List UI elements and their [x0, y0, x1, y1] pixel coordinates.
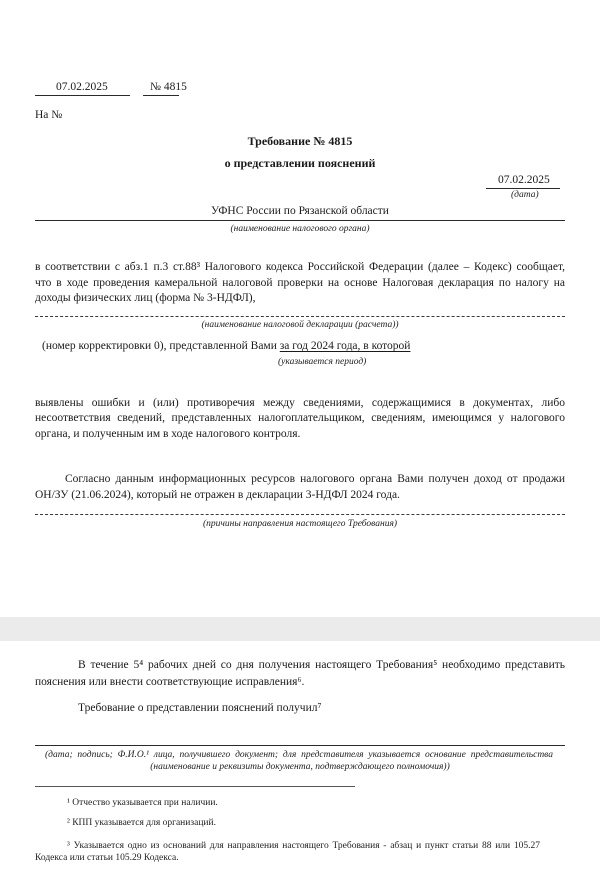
reason-line-1: Согласно данным информационных ресурсов налогового органа Вами получен доход от продажи: [65, 473, 565, 485]
signature-label-line-1: (дата; подпись; Ф.И.О.¹ лица, получившего документ; для представителя указывается основание представительства: [45, 750, 553, 760]
declaration-label: (наименование налоговой декларации (расчета)): [201, 320, 399, 330]
header-date-underline: [35, 95, 130, 96]
header-number-underline: [143, 95, 179, 96]
tax-authority-underline: [35, 220, 565, 221]
reply-to-number: На №: [35, 109, 63, 121]
period-prefix: (номер корректировки 0), представленной Вами: [42, 340, 277, 352]
footnote-separator: [35, 786, 355, 787]
signature-label-line-2: (наименование и реквизиты документа, подтверждающего полномочия)): [150, 762, 450, 772]
header-date: 07.02.2025: [56, 81, 108, 93]
reason-label: (причины направления настоящего Требования): [202, 519, 398, 529]
tax-authority-label: (наименование налогового органа): [230, 224, 370, 234]
document-date-label: (дата): [511, 190, 539, 200]
period-line: [42, 340, 410, 353]
findings-line-2: несоответствия сведений, представленных налогоплательщиком, сведениям, имеющимся у налогового: [35, 412, 565, 424]
deadline-line-1: В течение 5⁴ рабочих дней со дня получения настоящего Требования⁵ необходимо представить: [78, 659, 565, 671]
declaration-line-2: что в ходе проведения камеральной налоговой проверки на основе Налоговая декларация по налогу на: [35, 277, 565, 289]
period-label: (указывается период): [278, 357, 367, 367]
receipt-text: Требование о представлении пояснений получил⁷: [78, 702, 322, 714]
reason-dashed-line: [35, 514, 565, 515]
document-date: 07.02.2025: [498, 174, 550, 186]
findings-line-3: органа, и полученным им в ходе налогового контроля.: [35, 428, 301, 440]
document-title: Требование № 4815: [247, 134, 353, 148]
reason-line-2: ОН/ЗУ (21.06.2024), который не отражен в декларации 3-НДФЛ 2024 года.: [35, 489, 400, 501]
declaration-line-1: в соответствии с абз.1 п.3 ст.88³ Налогового кодекса Российской Федерации (далее – Кодекс) сообщает,: [35, 261, 565, 273]
footnote-3-line-2: Кодекса или статьи 105.29 Кодекса.: [35, 853, 179, 863]
header-number: № 4815: [150, 81, 187, 93]
footnote-3-line-1: ³ Указывается одно из оснований для направления настоящего Требования - абзац и пункт статьи 88 или 105.27: [67, 841, 540, 851]
declaration-dashed-line: [35, 316, 565, 317]
page-break-band: [0, 617, 600, 641]
document-subtitle: о представлении пояснений: [224, 156, 376, 170]
deadline-line-2: пояснения или внести соответствующие исправления⁶.: [35, 676, 305, 688]
footnote-2: ² КПП указывается для организаций.: [67, 818, 216, 828]
period-value: за год 2024 года, в которой: [279, 340, 411, 352]
signature-line: [35, 745, 565, 746]
declaration-line-3: доходы физических лиц (форма № 3-НДФЛ),: [35, 292, 256, 304]
findings-line-1: выявлены ошибки и (или) противоречия между сведениями, содержащимися в документах, либо: [35, 397, 565, 409]
footnote-1: ¹ Отчество указывается при наличии.: [67, 798, 218, 808]
document-date-underline: [486, 188, 560, 189]
tax-authority-name: УФНС России по Рязанской области: [211, 205, 389, 217]
